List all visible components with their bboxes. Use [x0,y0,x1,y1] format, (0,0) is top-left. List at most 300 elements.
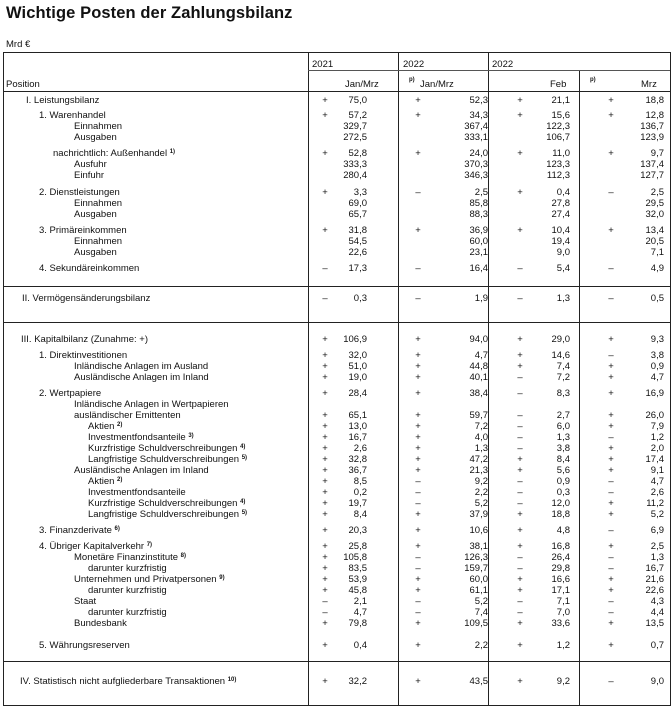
row-label [39,263,139,274]
value-cell: 32,0 [645,209,664,220]
footnote-marker: 7) [146,542,153,548]
value-cell: 0,4 [353,640,367,651]
row-label-text: Kurzfristige Schuldverschreibungen [88,443,241,454]
table-row [4,187,670,198]
row-label-text: Kurzfristige Schuldverschreibungen [88,498,241,509]
header-col-2022-janmrz: Jan/Mrz [420,79,454,90]
value-cell: 13,4 [645,225,664,236]
row-label [88,443,245,454]
row-label [88,487,186,498]
header-year-2022: 2022 [403,59,425,70]
sign-cell: + [608,585,614,596]
row-label-text: III. Kapitalbilanz (Zunahme: +) [21,334,148,345]
sign-cell: + [322,487,328,498]
value-cell: 21,3 [469,465,488,476]
page-title: Wichtige Posten der Zahlungsbilanz [6,4,293,22]
value-cell: 19,0 [348,372,367,383]
sign-cell: + [608,421,614,432]
value-cell: 0,9 [556,476,570,487]
row-label-text: I. Leistungsbilanz [26,95,100,106]
sign-cell: + [415,225,421,236]
sign-cell: – [517,432,523,443]
sign-cell: – [517,443,523,454]
header-col-mrz-prelim-mark: p) [590,77,596,83]
value-cell: 122,3 [546,121,570,132]
sign-cell: + [322,563,328,574]
sign-cell: – [608,487,614,498]
value-cell: 44,8 [469,361,488,372]
header-col-feb: Feb [550,79,567,90]
table-row [4,487,670,498]
row-label [39,388,101,399]
sign-cell: + [517,676,523,687]
row-label-text: 1. Direktinvestitionen [39,350,128,361]
sign-cell: + [517,525,523,536]
sign-cell: + [415,372,421,383]
sign-cell: + [608,541,614,552]
table-row [4,350,670,361]
sign-cell: + [517,465,523,476]
table-row [4,225,670,236]
sign-cell: + [322,618,328,629]
value-cell: 88,3 [469,209,488,220]
sign-cell: – [517,388,523,399]
value-cell: 2,2 [474,487,488,498]
footnote-marker: 1) [169,149,176,155]
row-label-text: Ausgaben [74,247,117,258]
sign-cell: + [415,361,421,372]
value-cell: 367,4 [464,121,488,132]
sign-cell: – [608,676,614,687]
sign-cell: + [415,585,421,596]
value-cell: 20,3 [348,525,367,536]
sign-cell: + [415,421,421,432]
table-row [4,640,670,651]
sign-cell: – [322,293,328,304]
sign-cell: + [322,95,328,106]
sign-cell: – [517,410,523,421]
sign-cell: + [322,410,328,421]
row-label-text: Investmentfondsanteile [88,432,189,443]
value-cell: 7,0 [556,607,570,618]
row-label [74,399,229,410]
sign-cell: + [608,443,614,454]
value-cell: 45,8 [348,585,367,596]
value-cell: 1,2 [650,432,664,443]
row-label [21,334,148,345]
sign-cell: + [322,454,328,465]
sign-cell: + [322,350,328,361]
table-row [4,110,670,121]
section-divider-line [4,661,670,662]
row-label-text: Staat [74,596,97,607]
value-cell: 43,5 [469,676,488,687]
value-cell: 29,8 [551,563,570,574]
row-label-text: Aktien [88,476,118,487]
value-cell: 25,8 [348,541,367,552]
sign-cell: + [322,388,328,399]
value-cell: 1,2 [556,640,570,651]
row-label-text: II. Vermögensänderungsbilanz [22,293,151,304]
value-cell: 137,4 [640,159,664,170]
sign-cell: – [517,421,523,432]
value-cell: 17,4 [645,454,664,465]
sign-cell: + [322,676,328,687]
row-label-text: Langfristige Schuldverschreibungen [88,454,242,465]
table-row [4,454,670,465]
sign-cell: + [608,465,614,476]
balance-of-payments-table [3,52,671,706]
sign-cell: + [517,454,523,465]
footnote-marker: 5) [241,455,248,461]
table-row [4,263,670,274]
value-cell: 57,2 [348,110,367,121]
table-row [4,132,670,143]
value-cell: 1,9 [474,293,488,304]
row-label-text: Einnahmen [74,236,123,247]
value-cell: 7,4 [474,607,488,618]
row-label-text: Monetäre Finanzinstitute [74,552,181,563]
sign-cell: + [415,676,421,687]
row-label [74,596,96,607]
value-cell: 16,7 [645,563,664,574]
value-cell: 60,0 [469,236,488,247]
value-cell: 8,4 [556,454,570,465]
sign-cell: – [415,476,421,487]
value-cell: 29,5 [645,198,664,209]
value-cell: 7,1 [650,247,664,258]
value-cell: 36,7 [348,465,367,476]
row-label-text: 4. Sekundäreinkommen [39,263,140,274]
value-cell: 136,7 [640,121,664,132]
sign-cell: + [517,350,523,361]
sign-cell: – [517,487,523,498]
value-cell: 4,7 [650,372,664,383]
sign-cell: + [517,509,523,520]
row-label [74,132,117,143]
value-cell: 123,9 [640,132,664,143]
value-cell: 8,3 [556,388,570,399]
sign-cell: – [415,263,421,274]
value-cell: 126,3 [464,552,488,563]
footnote-marker: 2) [117,477,123,483]
footnote-marker: 4) [240,444,246,450]
table-row [4,563,670,574]
value-cell: 127,7 [640,170,664,181]
value-cell: 24,0 [469,148,488,159]
value-cell: 27,8 [551,198,570,209]
table-row [4,476,670,487]
row-label-text: 5. Währungsreserven [39,640,130,651]
footnote-marker: 10) [227,677,237,683]
value-cell: 16,4 [469,263,488,274]
sign-cell: – [517,293,523,304]
sign-cell: – [415,607,421,618]
value-cell: 10,4 [551,225,570,236]
sign-cell: + [517,187,523,198]
row-label-text: Ausländische Anlagen im Inland [74,372,209,383]
table-row [4,209,670,220]
row-label-text: Unternehmen und Privatpersonen [74,574,220,585]
sign-cell: – [415,293,421,304]
row-label [53,148,175,159]
value-cell: 3,8 [556,443,570,454]
header-col-mrz: Mrz [641,79,657,90]
unit-label: Mrd € [6,39,31,50]
value-cell: 22,6 [348,247,367,258]
value-cell: 36,9 [469,225,488,236]
sign-cell: + [415,454,421,465]
value-cell: 5,6 [556,465,570,476]
value-cell: 53,9 [348,574,367,585]
value-cell: 11,0 [552,148,570,159]
table-row [4,95,670,106]
row-label-text: Ausländische Anlagen im Inland [74,465,209,476]
value-cell: 16,8 [551,541,570,552]
sign-cell: + [415,640,421,651]
value-cell: 4,7 [474,350,488,361]
row-label [74,465,209,476]
sign-cell: + [322,525,328,536]
value-cell: 14,6 [551,350,570,361]
sign-cell: + [322,361,328,372]
sign-cell: – [608,525,614,536]
row-label-text: darunter kurzfristig [88,563,167,574]
value-cell: 7,1 [556,596,570,607]
row-label-text: Ausgaben [74,132,117,143]
sign-cell: + [415,443,421,454]
row-label [88,585,167,596]
value-cell: 9,2 [474,476,488,487]
value-cell: 15,6 [551,110,570,121]
sign-cell: – [517,498,523,509]
value-cell: 7,2 [556,372,570,383]
value-cell: 0,2 [353,487,367,498]
value-cell: 10,6 [469,525,488,536]
table-row [4,596,670,607]
footnote-marker: 5) [241,510,248,516]
sign-cell: + [517,225,523,236]
row-label-text: Einfuhr [74,170,105,181]
value-cell: 8,5 [353,476,367,487]
value-cell: 0,7 [650,640,664,651]
value-cell: 1,3 [556,432,570,443]
sign-cell: + [517,334,523,345]
sign-cell: – [322,607,328,618]
row-label [74,170,104,181]
value-cell: 6,0 [556,421,570,432]
row-label [39,187,120,198]
sign-cell: + [517,574,523,585]
sign-cell: – [517,263,523,274]
sign-cell: + [322,110,328,121]
value-cell: 9,3 [650,334,664,345]
value-cell: 4,7 [650,476,664,487]
row-label [39,640,130,651]
value-cell: 26,0 [645,410,664,421]
sign-cell: – [517,552,523,563]
value-cell: 18,8 [645,95,664,106]
value-cell: 123,3 [546,159,570,170]
value-cell: 5,2 [650,509,664,520]
value-cell: 12,8 [645,110,664,121]
value-cell: 112,3 [546,170,570,181]
footnote-marker: 9) [219,575,225,581]
value-cell: 8,4 [353,509,367,520]
value-cell: 38,4 [469,388,488,399]
sign-cell: + [322,574,328,585]
value-cell: 1,3 [474,443,488,454]
header-year-2022-monthly: 2022 [492,59,514,70]
value-cell: 60,0 [469,574,488,585]
table-row [4,236,670,247]
row-label [39,541,152,552]
value-cell: 85,8 [469,198,488,209]
row-label [74,209,117,220]
value-cell: 13,5 [645,618,664,629]
value-cell: 2,5 [474,187,488,198]
sign-cell: – [415,596,421,607]
footnote-marker: 3) [188,433,194,439]
row-label-text: Einnahmen [74,121,123,132]
value-cell: 2,6 [650,487,664,498]
value-cell: 4,3 [650,596,664,607]
value-cell: 29,0 [551,334,570,345]
value-cell: 2,5 [650,541,664,552]
row-label-text: Ausfuhr [74,159,107,170]
table-row [4,574,670,585]
row-label-text: ausländischer Emittenten [74,410,181,421]
value-cell: 16,9 [645,388,664,399]
sign-cell: + [415,110,421,121]
table-row [4,498,670,509]
value-cell: 4,8 [556,525,570,536]
value-cell: 5,4 [556,263,570,274]
sign-cell: – [517,476,523,487]
value-cell: 61,1 [469,585,488,596]
value-cell: 2,5 [650,187,664,198]
sign-cell: + [322,187,328,198]
header-col-2022-prelim-mark: p) [409,77,415,83]
row-label-text: Investmentfondsanteile [88,487,186,498]
row-label-text: darunter kurzfristig [88,607,167,618]
row-label [74,361,208,372]
sign-cell: + [517,585,523,596]
table-row [4,676,670,687]
header-position: Position [6,79,40,90]
sign-cell: + [608,334,614,345]
sign-cell: – [415,498,421,509]
sign-cell: + [517,361,523,372]
value-cell: 19,4 [551,236,570,247]
row-label [74,410,181,421]
row-label [22,293,150,304]
value-cell: 13,0 [348,421,367,432]
row-label [74,198,122,209]
row-label [88,607,167,618]
sign-cell: + [415,509,421,520]
sign-cell: + [415,410,421,421]
sign-cell: – [608,563,614,574]
sign-cell: – [517,372,523,383]
sign-cell: + [608,225,614,236]
value-cell: 32,2 [348,676,367,687]
sign-cell: + [608,95,614,106]
value-cell: 2,6 [353,443,367,454]
sign-cell: – [415,552,421,563]
sign-cell: + [322,541,328,552]
sign-cell: – [517,607,523,618]
sign-cell: + [608,640,614,651]
value-cell: 1,3 [556,293,570,304]
sign-cell: + [322,421,328,432]
value-cell: 6,9 [650,525,664,536]
row-label [39,225,127,236]
row-label [88,432,194,443]
sign-cell: + [608,410,614,421]
value-cell: 4,4 [650,607,664,618]
value-cell: 0,4 [556,187,570,198]
sign-cell: + [415,388,421,399]
value-cell: 94,0 [469,334,488,345]
sign-cell: + [322,509,328,520]
sign-cell: + [322,465,328,476]
value-cell: 31,8 [348,225,367,236]
section-divider-line [4,322,670,323]
value-cell: 83,5 [348,563,367,574]
sign-cell: + [415,432,421,443]
sign-cell: + [415,618,421,629]
value-cell: 32,0 [348,350,367,361]
value-cell: 27,4 [551,209,570,220]
value-cell: 272,5 [343,132,367,143]
sign-cell: – [608,293,614,304]
sign-cell: – [608,607,614,618]
sign-cell: + [322,372,328,383]
sign-cell: + [517,95,523,106]
value-cell: 26,4 [551,552,570,563]
sign-cell: + [322,432,328,443]
value-cell: 47,2 [469,454,488,465]
table-row [4,618,670,629]
value-cell: 7,2 [474,421,488,432]
row-label [88,421,122,432]
value-cell: 2,1 [353,596,367,607]
sign-cell: + [322,640,328,651]
value-cell: 370,3 [464,159,488,170]
sign-cell: + [517,148,523,159]
table-row [4,388,670,399]
value-cell: 0,5 [650,293,664,304]
value-cell: 105,8 [343,552,367,563]
table-row [4,552,670,563]
value-cell: 79,8 [348,618,367,629]
value-cell: 51,0 [348,361,367,372]
table-row [4,410,670,421]
value-cell: 7,9 [650,421,664,432]
value-cell: 16,7 [348,432,367,443]
sign-cell: + [415,525,421,536]
value-cell: 333,1 [464,132,488,143]
table-row [4,399,670,410]
row-label [74,552,186,563]
value-cell: 329,7 [343,121,367,132]
value-cell: 33,6 [551,618,570,629]
sign-cell: + [608,618,614,629]
sign-cell: + [517,618,523,629]
row-label [74,159,107,170]
table-row [4,247,670,258]
